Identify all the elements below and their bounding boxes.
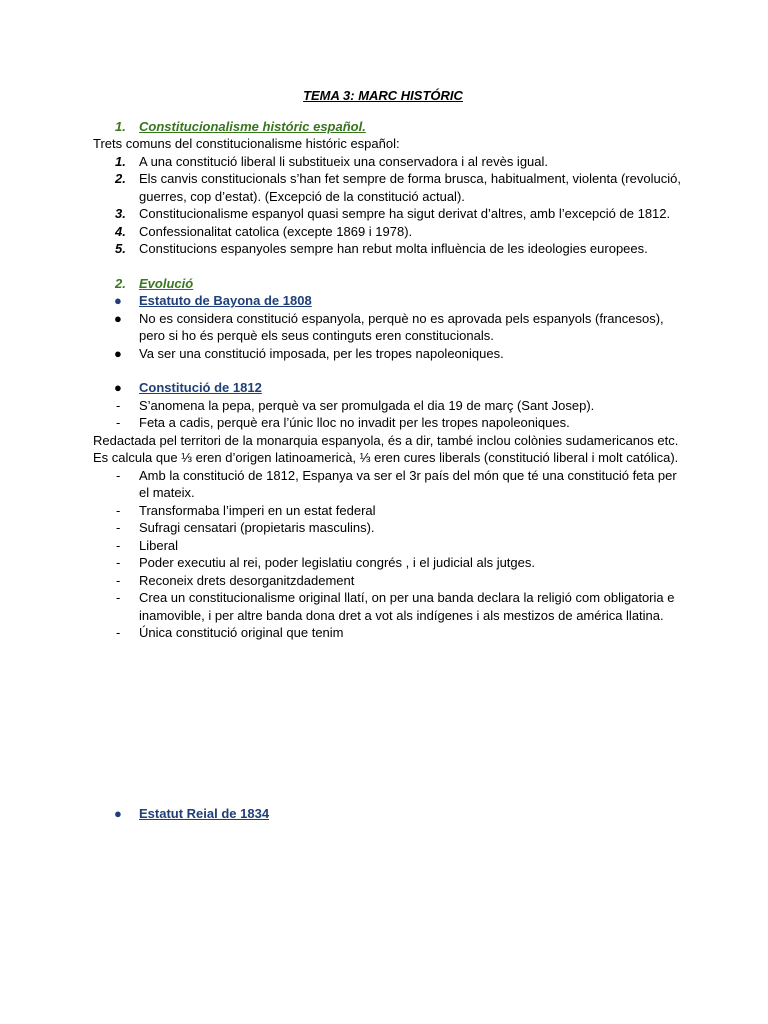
section-title: Constitucionalisme históric español. <box>139 118 366 134</box>
paragraph: Redactada pel territori de la monarquia espanyola, és a dir, també inclou colònies sudamericanos etc. <box>93 432 679 448</box>
item-number: 5. <box>115 241 126 256</box>
item-text: Feta a cadis, perquè era l’únic lloc no invadit per les tropes napoleoniques. <box>139 415 570 430</box>
subsection-title: Estatut Reial de 1834 <box>139 805 270 821</box>
list-item <box>93 310 683 345</box>
list-item <box>93 589 683 624</box>
subsection-reial-heading <box>93 805 683 823</box>
bullet-icon: ● <box>114 345 122 361</box>
item-text: Constitucions espanyoles sempre han rebut molta influència de les ideologies europees. <box>139 241 648 256</box>
page-title: TEMA 3: MARC HISTÓRIC <box>303 88 463 103</box>
list-item <box>93 502 683 520</box>
dash-icon: - <box>116 555 121 570</box>
item-text: Amb la constitució de 1812, Espanya va ser el 3r país del món que té una constitució feta per el mateix. <box>139 467 677 500</box>
item-text: Crea un constitucionalisme original llatí, on per una banda declara la religió com obligatoria e inamovible, i per altre banda dona dret a vot als indígenes i als mestizos de américa llatina. <box>139 590 675 623</box>
list-item <box>93 345 683 363</box>
list-item <box>93 519 683 537</box>
document-page <box>93 87 683 822</box>
dash-icon: - <box>116 520 121 535</box>
item-text: Reconeix drets desorganitzdadement <box>139 572 355 588</box>
item-text: No es considera constitució espanyola, perquè no es aprovada pels espanyols (francesos), pero si ho és perquè els seus continguts eren constitucionals. <box>139 310 664 343</box>
item-text: Liberal <box>139 537 179 553</box>
dash-icon: - <box>116 415 121 430</box>
list-item <box>93 153 683 171</box>
bullet-icon: ● <box>114 805 122 821</box>
list-item <box>93 554 683 572</box>
dash-icon: - <box>116 467 121 483</box>
item-text: Va ser una constitució imposada, per les tropes napoleoniques. <box>139 345 504 361</box>
list-item <box>93 240 683 258</box>
item-number: 3. <box>115 206 126 221</box>
dash-icon: - <box>116 397 121 413</box>
list-item <box>93 537 683 555</box>
section-title: Evolució <box>139 275 194 291</box>
paragraph: Es calcula que ⅓ eren d’origen latinoamericà, ⅓ eren cures liberals (constitució liberal i molt católica). <box>93 450 679 465</box>
dash-icon: - <box>116 537 121 553</box>
list-item <box>93 397 683 415</box>
section-number: 2. <box>115 275 126 291</box>
subsection-title: Estatuto de Bayona de 1808 <box>139 293 312 308</box>
item-text: A una constitució liberal li substitueix una conservadora i al revès igual. <box>139 153 549 169</box>
item-text: S’anomena la pepa, perquè va ser promulgada el dia 19 de març (Sant Josep). <box>139 397 595 413</box>
list-item <box>93 205 683 223</box>
dash-icon: - <box>116 590 121 605</box>
list-item <box>93 572 683 590</box>
bullet-icon: ● <box>114 293 122 308</box>
list-item <box>93 624 683 642</box>
dash-icon: - <box>116 502 121 518</box>
item-text: Sufragi censatari (propietaris masculins). <box>139 520 375 535</box>
list-item <box>93 170 683 205</box>
list-item <box>93 414 683 432</box>
section-2-heading <box>93 275 683 293</box>
item-number: 4. <box>115 223 126 239</box>
list-item <box>93 467 683 502</box>
item-text: Confessionalitat catolica (excepte 1869 i 1978). <box>139 223 413 239</box>
item-text: Transformaba l’imperi en un estat federal <box>139 502 376 518</box>
item-text: Única constitució original que tenim <box>139 625 344 640</box>
subsection-title: Constitució de 1812 <box>139 380 262 395</box>
list-item <box>93 223 683 241</box>
subsection-1812-heading <box>93 379 683 397</box>
dash-icon: - <box>116 625 121 640</box>
item-text: Poder executiu al rei, poder legislatiu congrés , i el judicial als jutges. <box>139 555 535 570</box>
item-number: 1. <box>115 153 126 169</box>
subsection-bayona-heading <box>93 292 683 310</box>
bullet-icon: ● <box>114 310 122 326</box>
section-1-intro: Trets comuns del constitucionalisme históric español: <box>93 136 400 151</box>
bullet-icon: ● <box>114 380 122 395</box>
item-number: 2. <box>115 171 126 186</box>
dash-icon: - <box>116 572 121 588</box>
section-number: 1. <box>115 118 126 134</box>
section-1-heading <box>93 118 683 136</box>
item-text: Els canvis constitucionals s’han fet sempre de forma brusca, habitualment, violenta (revolució, guerres, cop d’estat). (Excepció de la constitució actual). <box>139 171 681 204</box>
item-text: Constitucionalisme espanyol quasi sempre ha sigut derivat d’altres, amb l’excepció de 1812. <box>139 206 671 221</box>
